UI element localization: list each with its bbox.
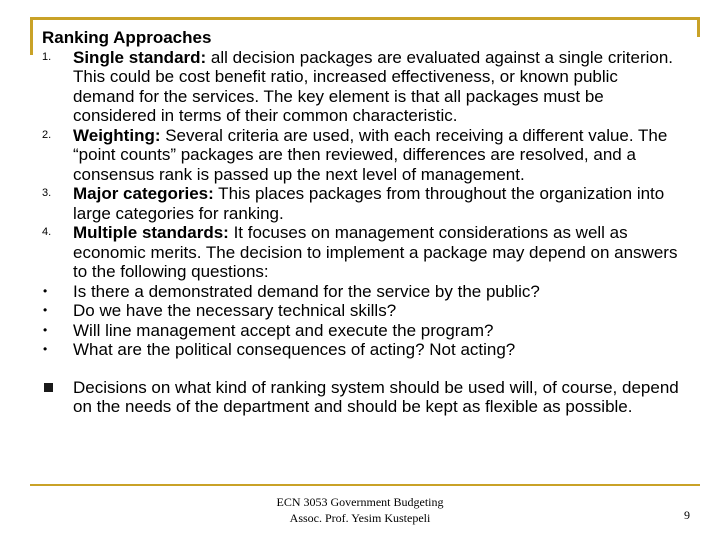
item-term: Major categories: bbox=[73, 184, 214, 203]
footer-divider bbox=[30, 484, 700, 486]
bullet-dot-icon: • bbox=[43, 342, 48, 356]
footer bbox=[200, 494, 520, 526]
accent-bar-left bbox=[30, 17, 33, 55]
list-item-1 bbox=[42, 48, 682, 126]
item-text: Several criteria are used, with each receiving a different value. The “point counts” packages are then reviewed, differences are resolved, and a consensus rank is passed up the next level of management. bbox=[73, 125, 668, 184]
question-text: Will line management accept and execute the program? bbox=[73, 320, 494, 340]
question-item-3 bbox=[42, 321, 682, 341]
bullet-dot-icon: • bbox=[43, 322, 48, 337]
slide-title: Ranking Approaches bbox=[42, 28, 212, 47]
question-item-1 bbox=[42, 282, 682, 302]
question-text: Is there a demonstrated demand for the service by the public? bbox=[73, 281, 540, 301]
item-text: It focuses on management considerations as well as economic merits. The decision to implement a package may depend on answers to the following questions: bbox=[73, 223, 678, 281]
item-term: Single standard: bbox=[73, 47, 207, 67]
list-item-2 bbox=[42, 126, 682, 185]
list-item-3 bbox=[42, 184, 682, 223]
list-item-4 bbox=[42, 223, 682, 282]
list-number: 1. bbox=[42, 50, 52, 63]
footer-author: Assoc. Prof. Yesim Kustepeli bbox=[289, 511, 431, 525]
question-text: Do we have the necessary technical skills? bbox=[73, 301, 397, 320]
closing-text: Decisions on what kind of ranking system should be used will, of course, depend on the needs of the department and should be kept as flexible as possible. bbox=[73, 377, 679, 416]
item-text: This places packages from throughout the organization into large categories for ranking. bbox=[73, 184, 665, 223]
spacer bbox=[42, 360, 682, 378]
item-term: Weighting: bbox=[73, 125, 161, 145]
square-bullet-icon bbox=[44, 383, 53, 392]
footer-course: ECN 3053 Government Budgeting bbox=[276, 495, 444, 509]
list-number: 2. bbox=[42, 128, 52, 141]
closing-item bbox=[42, 378, 682, 417]
bullet-dot-icon: • bbox=[43, 303, 48, 317]
question-item-2 bbox=[42, 301, 682, 321]
accent-bar-top bbox=[30, 17, 700, 20]
item-text: all decision packages are evaluated against a single criterion. This could be cost benefit ratio, increased effectiveness, or known public demand for the services. The key element is that all packages must be considered in terms of their common characteristic. bbox=[73, 47, 674, 125]
question-text: What are the political consequences of acting? Not acting? bbox=[73, 340, 516, 359]
item-term: Multiple standards: bbox=[73, 223, 229, 242]
question-item-4 bbox=[42, 340, 682, 360]
slide-content bbox=[42, 28, 682, 417]
accent-bar-right bbox=[697, 17, 700, 37]
page-number: 9 bbox=[684, 508, 690, 522]
bullet-dot-icon: • bbox=[43, 283, 48, 298]
list-number: 3. bbox=[42, 187, 52, 199]
list-number: 4. bbox=[42, 226, 52, 238]
